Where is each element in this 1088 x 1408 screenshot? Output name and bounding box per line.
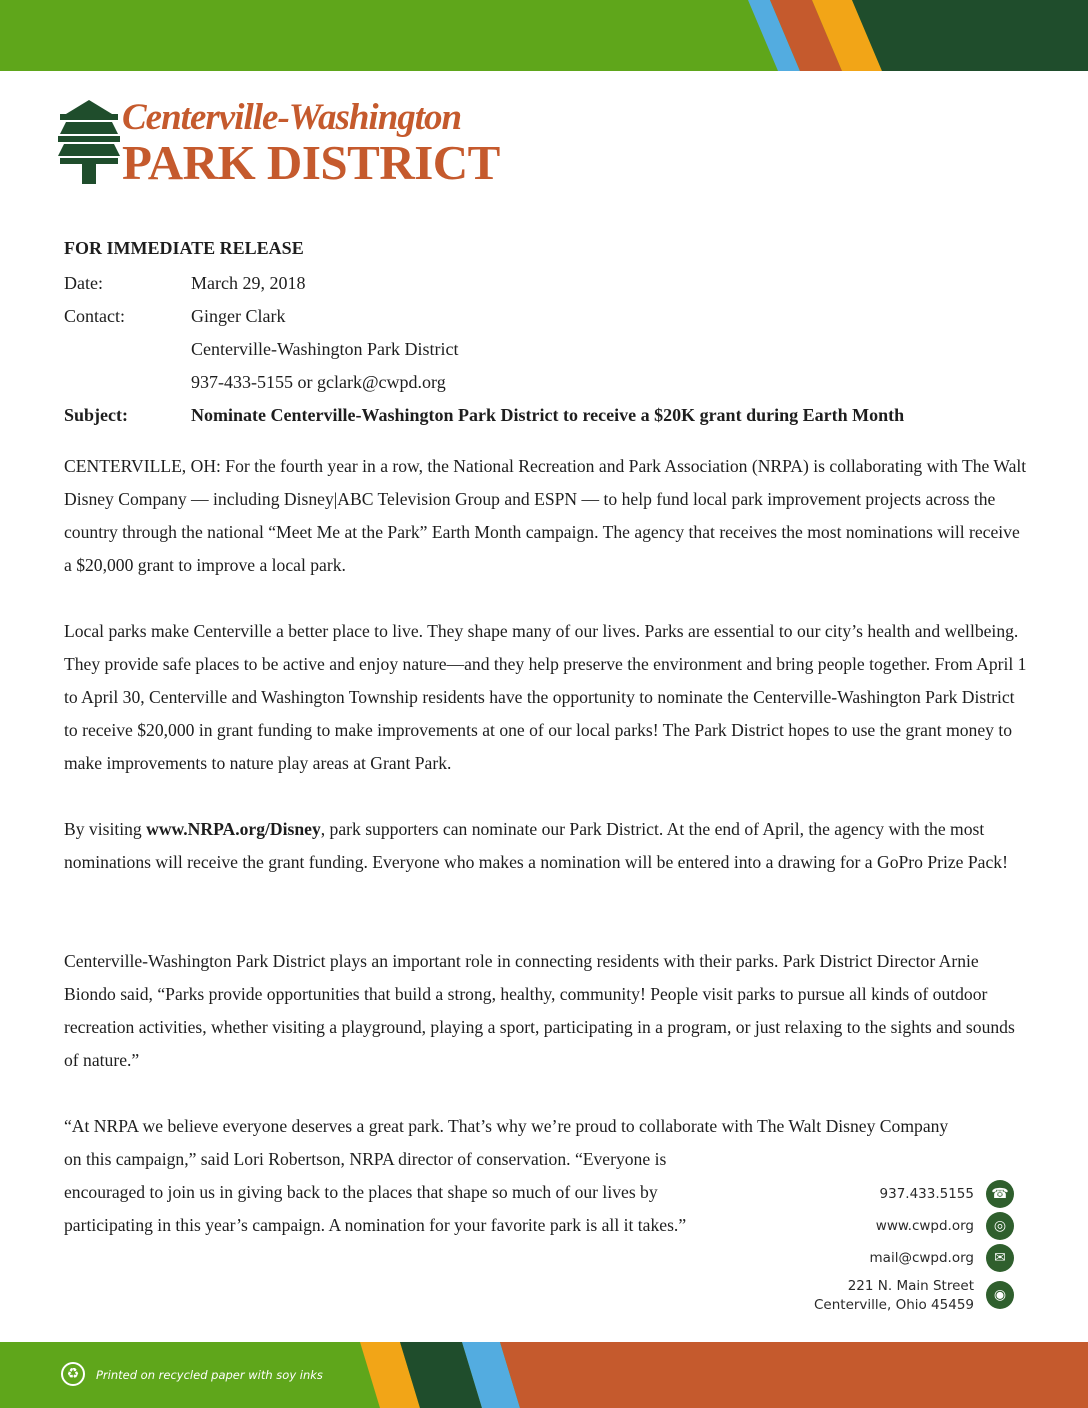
release-heading: FOR IMMEDIATE RELEASE	[64, 238, 304, 258]
contact-org: Centerville-Washington Park District	[191, 339, 459, 359]
logo-name-line2: PARK DISTRICT	[122, 135, 500, 190]
contact-email[interactable]: mail@cwpd.org	[869, 1250, 974, 1266]
body-paragraph-3	[64, 813, 1030, 879]
body-paragraph-5-rest: on this campaign,” said Lori Robertson, NRPA director of conservation. “Everyone is encouraged to join us in giving back to the places that shape so much of our lives by participating in this year’s campaign. A nomination for your favorite park is all it takes.”	[64, 1149, 687, 1235]
contact-label: Contact:	[64, 306, 125, 326]
location-pin-icon: ◉	[986, 1281, 1014, 1309]
logo-name-line1: Centerville-Washington	[122, 97, 462, 138]
phone-icon: ☎	[986, 1180, 1014, 1208]
footer-recycled-note: Printed on recycled paper with soy inks	[96, 1368, 323, 1382]
contact-info: 937-433-5155 or gclark@cwpd.org	[191, 372, 446, 392]
tree-logo-icon	[58, 100, 120, 184]
body-paragraph-5-line1: “At NRPA we believe everyone deserves a great park. That’s why we’re proud to collaborate with The Walt Disney Company	[64, 1116, 949, 1136]
body-paragraph-2: Local parks make Centerville a better place to live. They shape many of our lives. Parks are essential to our city’s health and wellbeing. They provide safe places to be active and enjoy nature—and they help preserve the environment and bring people together. From April 1 to April 30, Centerville and Washington Township residents have the opportunity to nominate the Centerville-Washington Park District to receive $20,000 in grant funding to make improvements at one of our local parks! The Park District hopes to use the grant money to make improvements to nature play areas at Grant Park.	[64, 621, 1027, 773]
nrpa-disney-link[interactable]: www.NRPA.org/Disney	[146, 819, 321, 839]
contact-address-line2: Centerville, Ohio 45459	[814, 1297, 974, 1313]
contact-name: Ginger Clark	[191, 306, 286, 326]
p3-text-before: By visiting	[64, 819, 147, 839]
mail-icon: ✉	[986, 1244, 1014, 1272]
globe-icon: ◎	[986, 1212, 1014, 1240]
header-color-band	[0, 0, 1088, 71]
contact-phone[interactable]: 937.433.5155	[879, 1186, 974, 1202]
p3-text-after: , park supporters can nominate our Park District. At the end of April, the agency with the most nominations will receive the grant funding. Everyone who makes a nomination will be entered into a drawing for a GoPro Prize Pack!	[64, 819, 1008, 872]
recycle-icon: ♻	[61, 1362, 85, 1386]
body-paragraph-4: Centerville-Washington Park District plays an important role in connecting residents with their parks. Park District Director Arnie Biondo said, “Parks provide opportunities that build a strong, healthy, community! People visit parks to pursue all kinds of outdoor recreation activities, whether visiting a playground, playing a sport, participating in a program, or just relaxing to the sights and sounds of nature.”	[64, 951, 1015, 1070]
contact-website[interactable]: www.cwpd.org	[875, 1218, 974, 1234]
subject-label: Subject:	[64, 405, 128, 425]
subject-value: Nominate Centerville-Washington Park District to receive a $20K grant during Earth Month	[191, 405, 905, 425]
date-label: Date:	[64, 273, 103, 293]
body-paragraph-1: CENTERVILLE, OH: For the fourth year in a row, the National Recreation and Park Association (NRPA) is collaborating with The Walt Disney Company — including Disney|ABC Television Group and ESPN — to help fund local park improvement projects across the country through the national “Meet Me at the Park” Earth Month campaign. The agency that receives the most nominations will receive a $20,000 grant to improve a local park.	[64, 456, 1027, 575]
date-value: March 29, 2018	[191, 273, 306, 293]
contact-address-line1: 221 N. Main Street	[847, 1278, 974, 1294]
